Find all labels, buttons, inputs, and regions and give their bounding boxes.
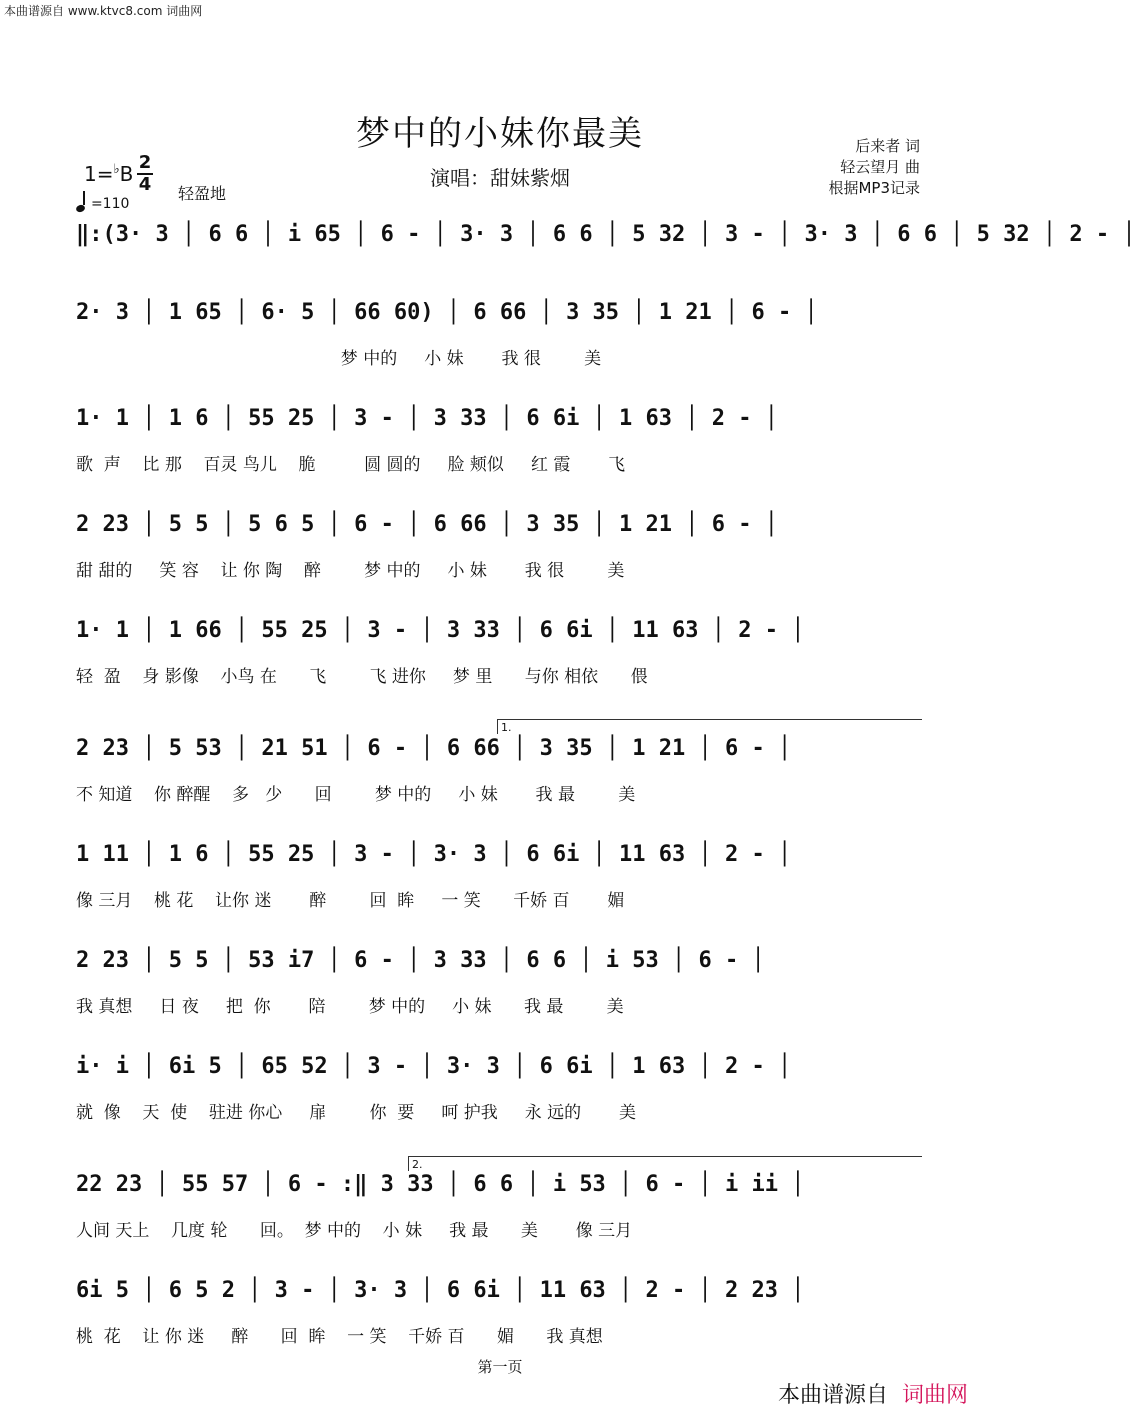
time-signature (137, 153, 153, 195)
song-title: 梦中的小妹你最美 (356, 114, 644, 154)
brand-left: 本曲谱源自 (777, 1383, 888, 1408)
notation-line: 1· 1 │ 1 6 │ 55 25 │ 3 - │ 3 33 │ 6 6i │ 1 63 │ 2 - │ (76, 406, 778, 431)
brand-right: 词曲网 (901, 1383, 968, 1408)
style-marking: 轻盈地 (178, 184, 227, 203)
credits-block (828, 136, 920, 199)
source-note: 根据MP3记录 (828, 179, 920, 197)
key-signature (84, 162, 133, 186)
lyric-line: 像 三月 桃 花 让你 迷 醉 回 眸 一 笑 千娇 百 媚 (76, 891, 625, 911)
volta-first-ending (497, 719, 922, 734)
volta-first-label: 1. (501, 721, 512, 734)
notation-line: i· i │ 6i 5 │ 65 52 │ 3 - │ 3· 3 │ 6 6i │ 1 63 │ 2 - │ (76, 1054, 792, 1079)
composer-credit: 轻云望月 曲 (840, 158, 920, 176)
key-prefix: 1= (84, 162, 114, 186)
lyric-line: 轻 盈 身 影像 小鸟 在 飞 飞 进你 梦 里 与你 相依 偎 (76, 667, 648, 687)
notation-line: 1 11 │ 1 6 │ 55 25 │ 3 - │ 3· 3 │ 6 6i │ 11 63 │ 2 - │ (76, 842, 792, 867)
brand-watermark (778, 1378, 968, 1409)
notation-line: 2 23 │ 5 5 │ 53 i7 │ 6 - │ 3 33 │ 6 6 │ i 53 │ 6 - │ (76, 948, 765, 973)
lyric-line: 人间 天上 几度 轮 回。 梦 中的 小 妹 我 最 美 像 三月 (76, 1221, 633, 1241)
notation-line: 2 23 │ 5 53 │ 21 51 │ 6 - │ 6 66 │ 3 35 │ 1 21 │ 6 - │ (76, 736, 792, 761)
lyric-line: 歌 声 比 那 百灵 鸟儿 脆 圆 圆的 脸 颊似 红 霞 飞 (76, 455, 626, 475)
tempo-value: =110 (90, 196, 130, 212)
notation-line: ‖:(3· 3 │ 6 6 │ i 65 │ 6 - │ 3· 3 │ 6 6 │ 5 32 │ 3 - │ 3· 3 │ 6 6 │ 5 32 │ 2 - │ (76, 222, 1136, 247)
flat-sign: ♭ (113, 162, 120, 177)
notation-line: 1· 1 │ 1 66 │ 55 25 │ 3 - │ 3 33 │ 6 6i │ 11 63 │ 2 - │ (76, 618, 805, 643)
lyricist-credit: 后来者 词 (855, 137, 920, 155)
lyric-line: 桃 花 让 你 迷 醉 回 眸 一 笑 千娇 百 媚 我 真想 (76, 1327, 603, 1347)
singer-credit: 演唱：甜妹紫烟 (430, 166, 570, 190)
time-signature-top: 2 (138, 152, 152, 173)
volta-second-label: 2. (412, 1158, 423, 1171)
key-letter: B (119, 162, 134, 186)
time-signature-bottom: 4 (138, 174, 152, 195)
lyric-line: 不 知道 你 醉醒 多 少 回 梦 中的 小 妹 我 最 美 (76, 785, 636, 805)
lyric-line: 甜 甜的 笑 容 让 你 陶 醉 梦 中的 小 妹 我 很 美 (76, 561, 625, 581)
note-stem (83, 191, 85, 205)
page-label: 第一页 (477, 1358, 523, 1376)
volta-second-ending (408, 1156, 922, 1171)
tempo-marking (76, 194, 129, 212)
top-watermark: 本曲谱源自 www.ktvc8.com 词曲网 (4, 4, 203, 18)
lyric-line (76, 266, 924, 292)
notation-line: 6i 5 │ 6 5 2 │ 3 - │ 3· 3 │ 6 6i │ 11 63 │ 2 - │ 2 23 │ (76, 1278, 805, 1303)
notation-line: 2 23 │ 5 5 │ 5 6 5 │ 6 - │ 6 66 │ 3 35 │ 1 21 │ 6 - │ (76, 512, 778, 537)
lyric-line: 就 像 天 使 驻进 你心 扉 你 要 呵 护我 永 远的 美 (76, 1103, 636, 1123)
quarter-note-icon (75, 204, 86, 214)
lyric-line: 我 真想 日 夜 把 你 陪 梦 中的 小 妹 我 最 美 (76, 997, 624, 1017)
notation-line: 2· 3 │ 1 65 │ 6· 5 │ 66 60) │ 6 66 │ 3 35 │ 1 21 │ 6 - │ (76, 300, 818, 325)
notation-line: 22 23 │ 55 57 │ 6 - :‖ 3 33 │ 6 6 │ i 53 │ 6 - │ i ii │ (76, 1172, 805, 1197)
lyric-line: 梦 中的 小 妹 我 很 美 (76, 349, 602, 369)
